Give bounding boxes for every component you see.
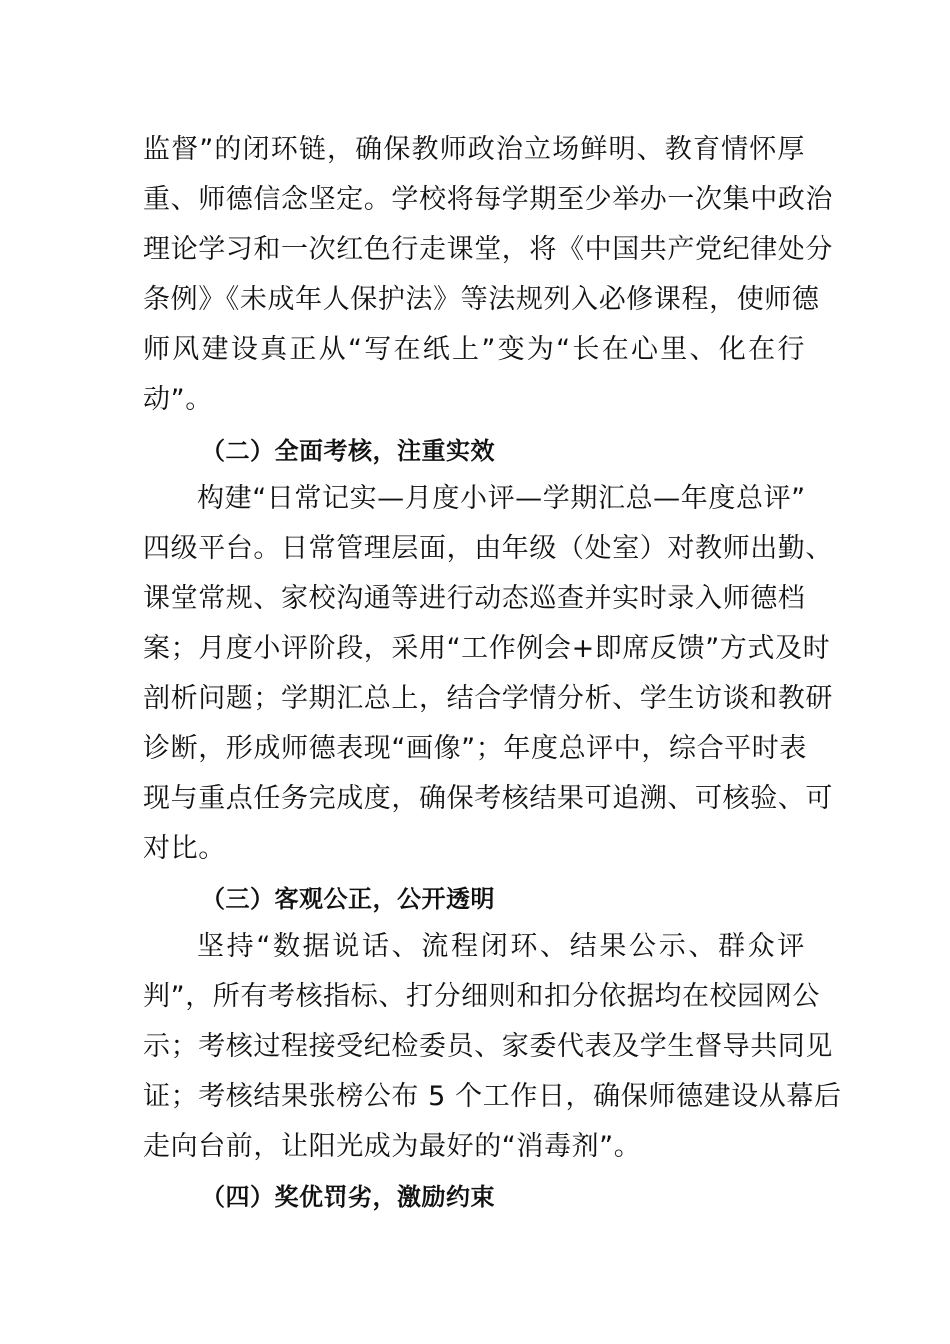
paragraph-line: 现与重点任务完成度，确保考核结果可追溯、可核验、可 xyxy=(143,783,833,814)
paragraph-line: 证；考核结果张榜公布 5 个工作日，确保师德建设从幕后 xyxy=(143,1081,842,1112)
paragraph-line: 四级平台。日常管理层面，由年级（处室）对教师出勤、 xyxy=(143,533,833,564)
section-heading: （四）奖优罚劣，激励约束 xyxy=(201,1183,495,1211)
section-heading: （三）客观公正，公开透明 xyxy=(201,885,495,913)
paragraph-line: 重、师德信念坚定。学校将每学期至少举办一次集中政治 xyxy=(143,184,833,215)
paragraph-line: 对比。 xyxy=(143,833,226,864)
paragraph-line: 构建“日常记实—月度小评—学期汇总—年度总评” xyxy=(197,483,806,514)
paragraph-line: 监督”的闭环链，确保教师政治立场鲜明、教育情怀厚 xyxy=(143,134,805,165)
paragraph-line: 剖析问题；学期汇总上，结合学情分析、学生访谈和教研 xyxy=(143,683,833,714)
paragraph-line: 条例》《未成年人保护法》等法规列入必修课程，使师德 xyxy=(143,284,820,315)
paragraph-line: 坚持“数据说话、流程闭环、结果公示、群众评 xyxy=(197,931,805,962)
paragraph-line: 理论学习和一次红色行走课堂，将《中国共产党纪律处分 xyxy=(143,234,833,265)
paragraph-line: 案；月度小评阶段，采用“工作例会+即席反馈”方式及时 xyxy=(143,633,831,664)
paragraph-line: 课堂常规、家校沟通等进行动态巡查并实时录入师德档 xyxy=(143,583,806,614)
paragraph-line: 诊断，形成师德表现“画像”；年度总评中，综合平时表 xyxy=(143,733,807,764)
paragraph-line: 动”。 xyxy=(143,384,213,415)
section-heading: （二）全面考核，注重实效 xyxy=(201,437,495,465)
paragraph-line: 判”，所有考核指标、打分细则和扣分依据均在校园网公 xyxy=(143,981,820,1012)
paragraph-line: 走向台前，让阳光成为最好的“消毒剂”。 xyxy=(143,1131,642,1162)
paragraph-line: 示；考核过程接受纪检委员、家委代表及学生督导共同见 xyxy=(143,1031,833,1062)
paragraph-line: 师风建设真正从“写在纸上”变为“长在心里、化在行 xyxy=(143,334,805,365)
